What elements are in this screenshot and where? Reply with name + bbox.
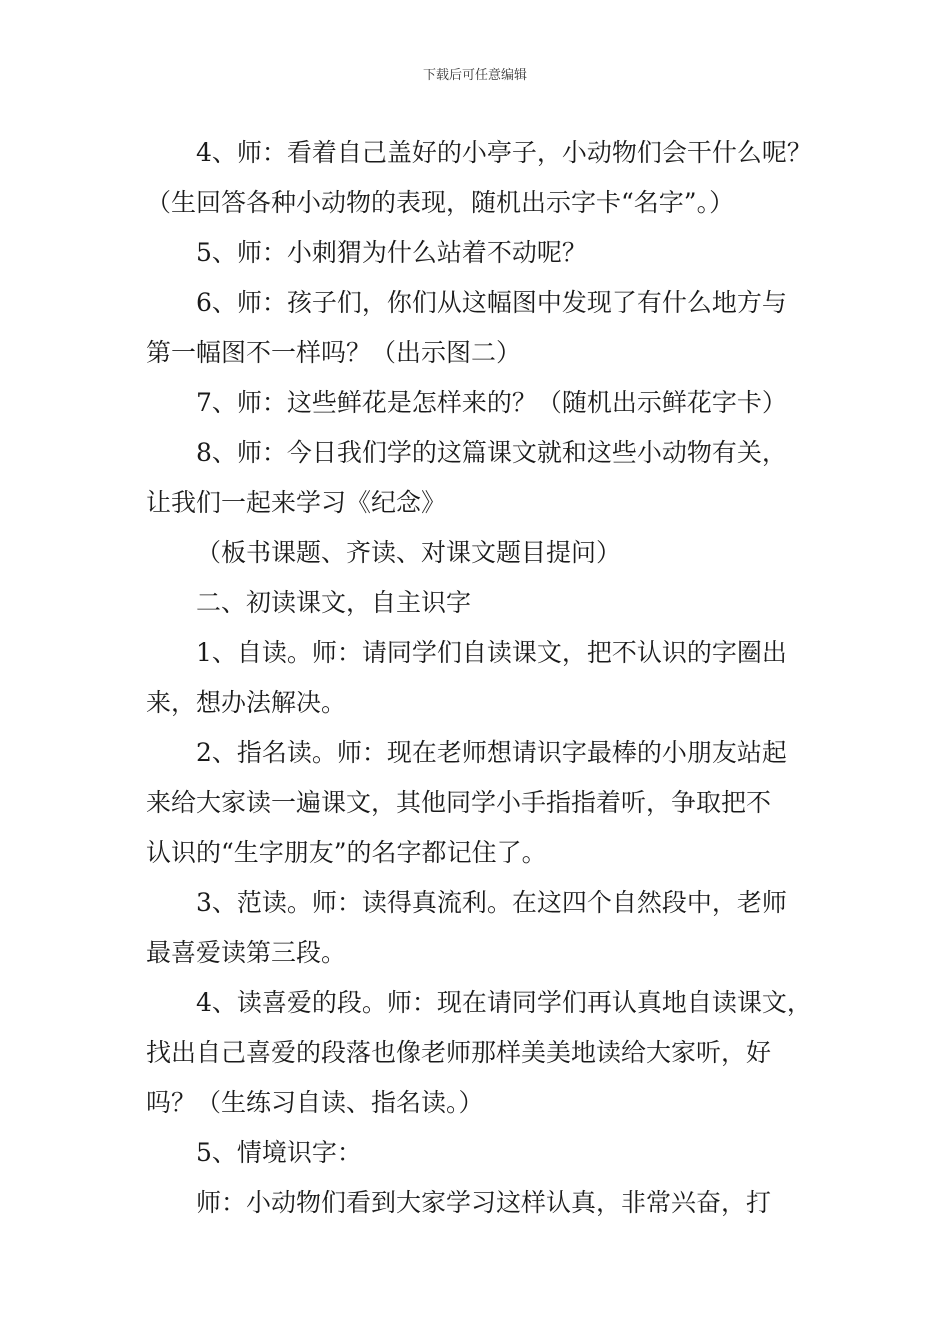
text-line: （板书课题、齐读、对课文题目提问）: [196, 538, 622, 567]
section-heading: 二、初读课文，自主识字: [196, 588, 472, 617]
text-line: 最喜爱读第三段。: [146, 938, 347, 967]
text-line: 4、读喜爱的段。师：现在请同学们再认真地自读课文，: [196, 988, 812, 1017]
text-line: 3、范读。师：读得真流利。在这四个自然段中，老师: [196, 888, 787, 917]
text-line: 找出自己喜爱的段落也像老师那样美美地读给大家听，好: [146, 1038, 772, 1067]
text-line: 2、指名读。师：现在老师想请识字最棒的小朋友站起: [196, 738, 787, 767]
text-line: （生回答各种小动物的表现，随机出示字卡“名字”。）: [146, 188, 735, 217]
text-line: 第一幅图不一样吗？（出示图二）: [146, 338, 522, 367]
text-line: 6、师：孩子们，你们从这幅图中发现了有什么地方与: [196, 288, 787, 317]
text-line: 1、自读。师：请同学们自读课文，把不认识的字圈出: [196, 638, 787, 667]
text-line: 来，想办法解决。: [146, 688, 347, 717]
text-line: 来给大家读一遍课文，其他同学小手指指着听，争取把不: [146, 788, 772, 817]
text-line: 让我们一起来学习《纪念》: [146, 488, 447, 517]
text-line: 7、师：这些鲜花是怎样来的？（随机出示鲜花字卡）: [196, 388, 787, 417]
document-body: [146, 128, 816, 1228]
page-header: 下载后可任意编辑: [422, 68, 527, 83]
text-line: 认识的“生字朋友”的名字都记住了。: [146, 838, 547, 867]
text-line: 吗？（生练习自读、指名读。）: [146, 1088, 484, 1117]
text-line: 5、师：小刺猬为什么站着不动呢？: [196, 238, 587, 267]
text-line: 4、师：看着自己盖好的小亭子，小动物们会干什么呢？: [196, 138, 812, 167]
text-line: 8、师：今日我们学的这篇课文就和这些小动物有关，: [196, 438, 787, 467]
text-line: 师：小动物们看到大家学习这样认真，非常兴奋，打: [196, 1188, 772, 1217]
text-line: 5、情境识字：: [196, 1138, 362, 1167]
